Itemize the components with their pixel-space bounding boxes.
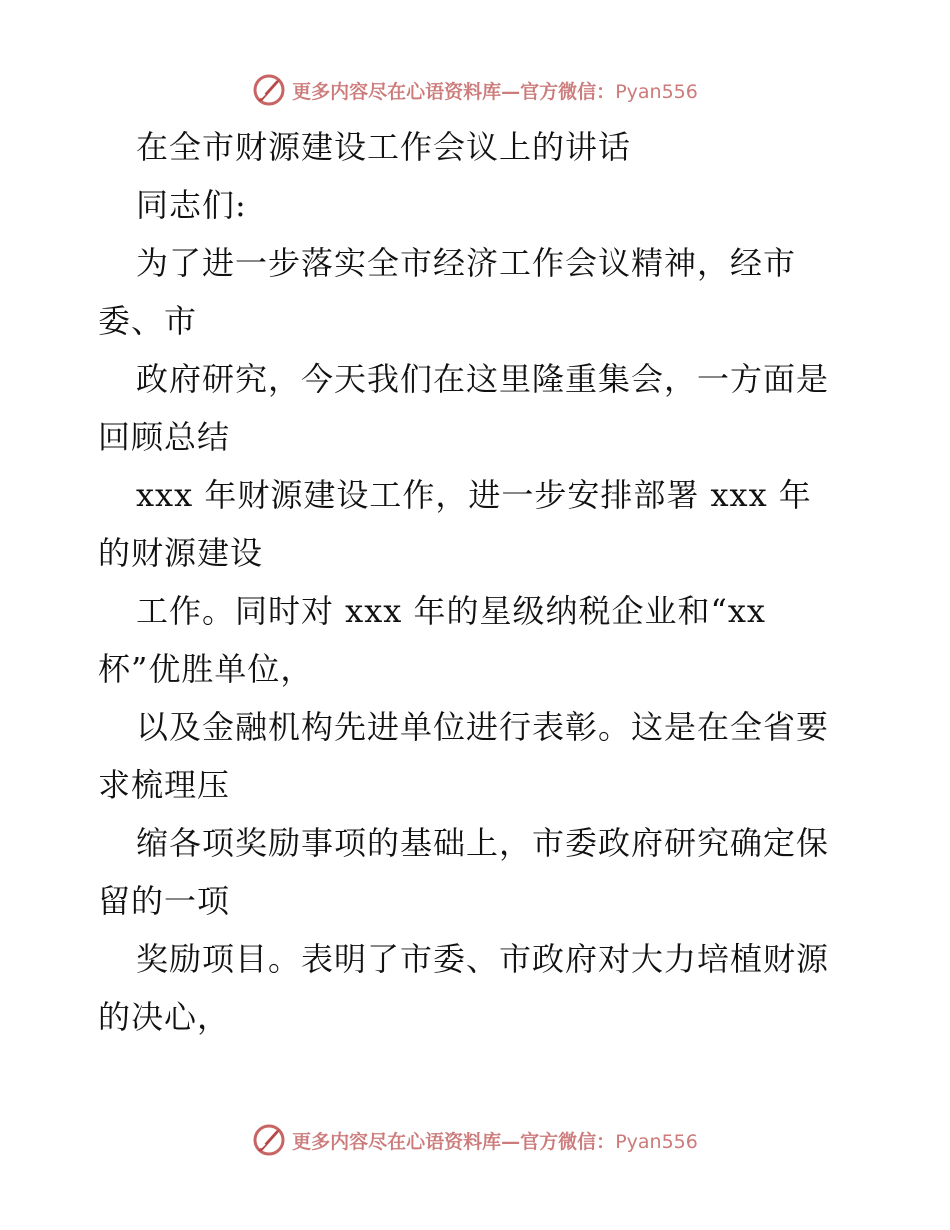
body-line: 杯”优胜单位， (98, 650, 314, 688)
watermark-wechat-id: Pyan556 (615, 1130, 698, 1153)
body-line: 的决心， (98, 998, 231, 1036)
body-line: 委、市 (98, 302, 198, 340)
watermark-separator: — (501, 80, 521, 103)
header-watermark (0, 70, 950, 110)
watermark-brand: 更多内容尽在心语资料库 (292, 1130, 502, 1153)
watermark-separator: — (501, 1130, 521, 1153)
document-body (98, 118, 858, 1046)
footer-watermark (0, 1120, 950, 1160)
quill-logo-icon (252, 73, 286, 107)
body-line: 留的一项 (98, 882, 231, 920)
watermark-group (252, 73, 698, 107)
watermark-brand: 更多内容尽在心语资料库 (292, 80, 502, 103)
body-line: 求梳理压 (98, 766, 231, 804)
body-line: xxx 年财源建设工作，进一步安排部署 xxx 年 (136, 476, 812, 514)
watermark-wechat-id: Pyan556 (615, 80, 698, 103)
body-line: 为了进一步落实全市经济工作会议精神，经市 (136, 244, 797, 282)
quill-logo-icon (252, 1123, 286, 1157)
body-line: 工作。同时对 xxx 年的星级纳税企业和“xx (136, 592, 766, 630)
watermark-wechat-label: 官方微信： (520, 80, 616, 103)
body-line: 回顾总结 (98, 418, 231, 456)
watermark-group (252, 1123, 698, 1157)
body-line: 奖励项目。表明了市委、市政府对大力培植财源 (136, 940, 830, 978)
watermark-text (292, 1127, 698, 1154)
salutation: 同志们: (136, 186, 247, 224)
body-line: 以及金融机构先进单位进行表彰。这是在全省要 (136, 708, 830, 746)
body-line: 缩各项奖励事项的基础上，市委政府研究确定保 (136, 824, 830, 862)
watermark-text (292, 77, 698, 104)
document-title: 在全市财源建设工作会议上的讲话 (136, 128, 632, 166)
watermark-wechat-label: 官方微信： (520, 1130, 616, 1153)
body-line: 的财源建设 (98, 534, 264, 572)
body-line: 政府研究，今天我们在这里隆重集会，一方面是 (136, 360, 830, 398)
